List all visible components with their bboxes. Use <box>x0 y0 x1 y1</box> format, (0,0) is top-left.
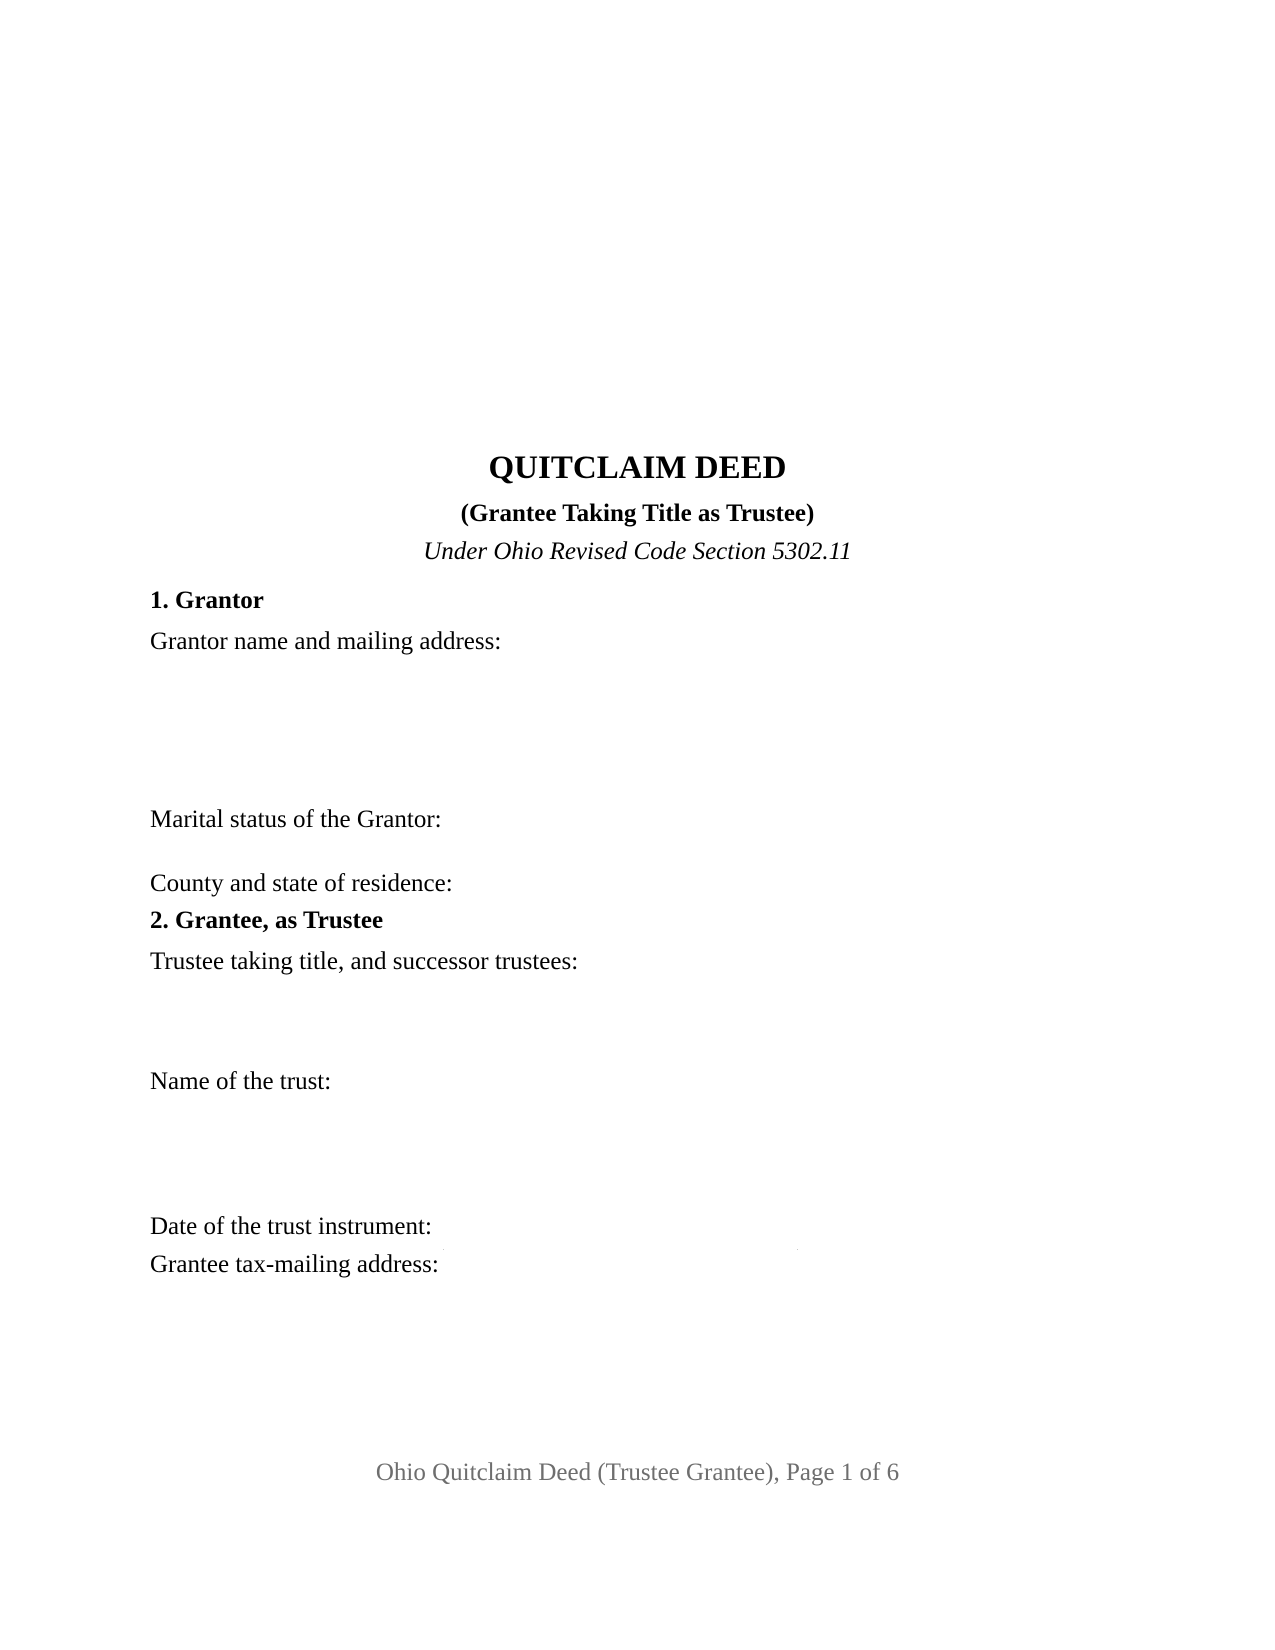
page-footer: Ohio Quitclaim Deed (Trustee Grantee), Page 1 of 6 <box>375 1459 900 1486</box>
document-subtitle: (Grantee Taking Title as Trustee) <box>460 500 815 527</box>
grantor-county-state-label: County and state of residence: <box>150 870 453 897</box>
document-title: QUITCLAIM DEED <box>488 450 787 486</box>
grantor-name-address-label: Grantor name and mailing address: <box>150 628 502 655</box>
section-heading-grantee-trustee: 2. Grantee, as Trustee <box>150 907 384 934</box>
grantor-marital-status-label: Marital status of the Grantor: <box>150 806 442 833</box>
section-heading-grantor: 1. Grantor <box>150 587 264 614</box>
statute-reference: Under Ohio Revised Code Section 5302.11 <box>423 538 852 565</box>
trust-name-label: Name of the trust: <box>150 1068 332 1095</box>
grantee-tax-address-label: Grantee tax-mailing address: <box>150 1251 439 1278</box>
trust-date-label: Date of the trust instrument: <box>150 1213 432 1240</box>
trustee-names-label: Trustee taking title, and successor trustees: <box>150 948 579 975</box>
field-marker-dot <box>797 1249 798 1250</box>
field-marker-dot <box>443 1249 444 1250</box>
